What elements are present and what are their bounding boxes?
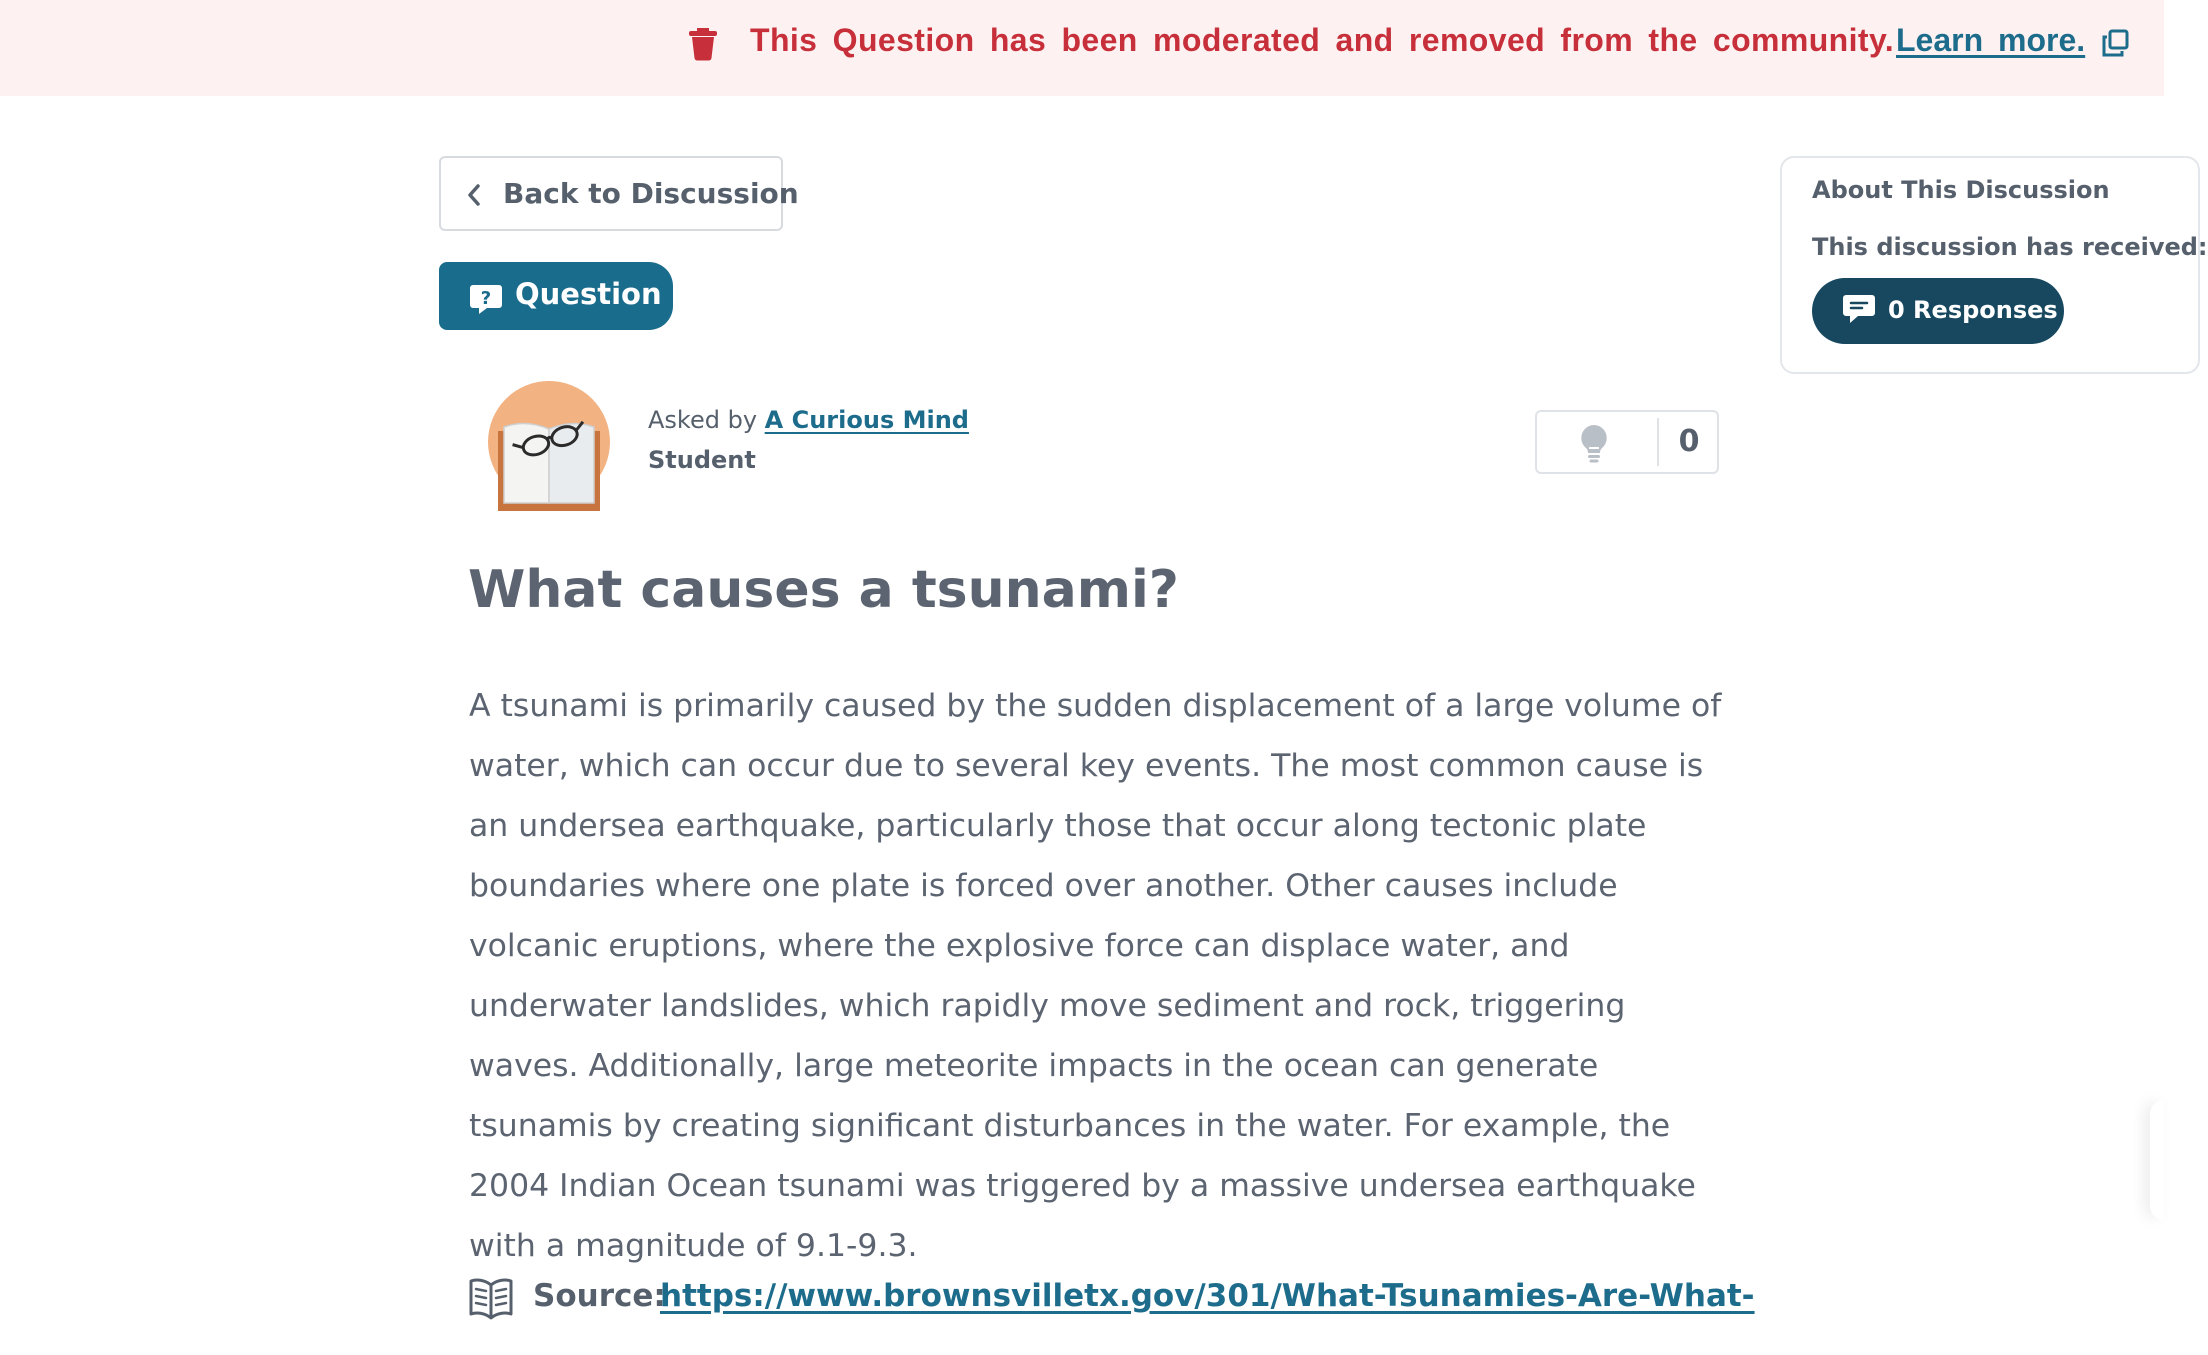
question-tag-label: Question (515, 277, 662, 311)
author-name-link[interactable]: A Curious Mind (764, 406, 969, 434)
about-heading: About This Discussion (1812, 176, 2110, 204)
learn-more-link[interactable]: Learn more. (1896, 22, 2086, 58)
helpful-counter (1535, 410, 1719, 474)
back-button-label: Back to Discussion (503, 177, 799, 210)
comment-icon (1842, 292, 1876, 326)
avatar (488, 381, 610, 503)
responses-button[interactable] (1812, 278, 2064, 344)
responses-label: 0 Responses (1888, 296, 2058, 324)
source-link[interactable]: https://www.brownsvilletx.gov/301/What-Tsunamies-Are-What- (660, 1278, 1755, 1314)
page-title: What causes a tsunami? (468, 560, 1179, 620)
moderation-message: This Question has been moderated and removed from the community. (750, 22, 1895, 58)
chevron-left-icon (463, 182, 487, 208)
source-label: Source: (533, 1278, 666, 1314)
question-bubble-icon (469, 283, 503, 315)
moderation-banner (0, 0, 2164, 96)
about-discussion-panel (1780, 156, 2208, 374)
question-body: A tsunami is primarily caused by the sudden displacement of a large volume of water, which can occur due to several key events. The most common cause is an undersea earthquake, particularly those that occur along tectonic plate boundaries where one plate is forced over another. Other causes include volcanic eruptions, where the explosive force can displace water, and underwater landslides, which rapidly move sediment and rock, triggering waves. Additionally, large meteorite impacts in the ocean can generate tsunamis by creating significant disturbances in the water. For example, the 2004 Indian Ocean tsunami was triggered by a massive undersea earthquake with a magnitude of 9.1-9.3. (469, 688, 1722, 1264)
reader-avatar-icon (488, 381, 610, 503)
external-link-icon[interactable] (2100, 28, 2130, 58)
asked-by-prefix: Asked by (648, 406, 758, 434)
trash-icon (686, 25, 720, 61)
open-book-icon (468, 1276, 514, 1320)
asked-by-line (648, 406, 969, 434)
edge-widget (2150, 1100, 2164, 1220)
helpful-count: 0 (1678, 424, 1700, 459)
svg-text:?: ? (480, 288, 492, 309)
question-type-tag (439, 262, 673, 330)
received-label: This discussion has received: (1812, 233, 2208, 261)
lightbulb-icon[interactable] (1577, 422, 1611, 464)
back-to-discussion-button[interactable] (439, 156, 799, 231)
author-role: Student (648, 446, 756, 474)
